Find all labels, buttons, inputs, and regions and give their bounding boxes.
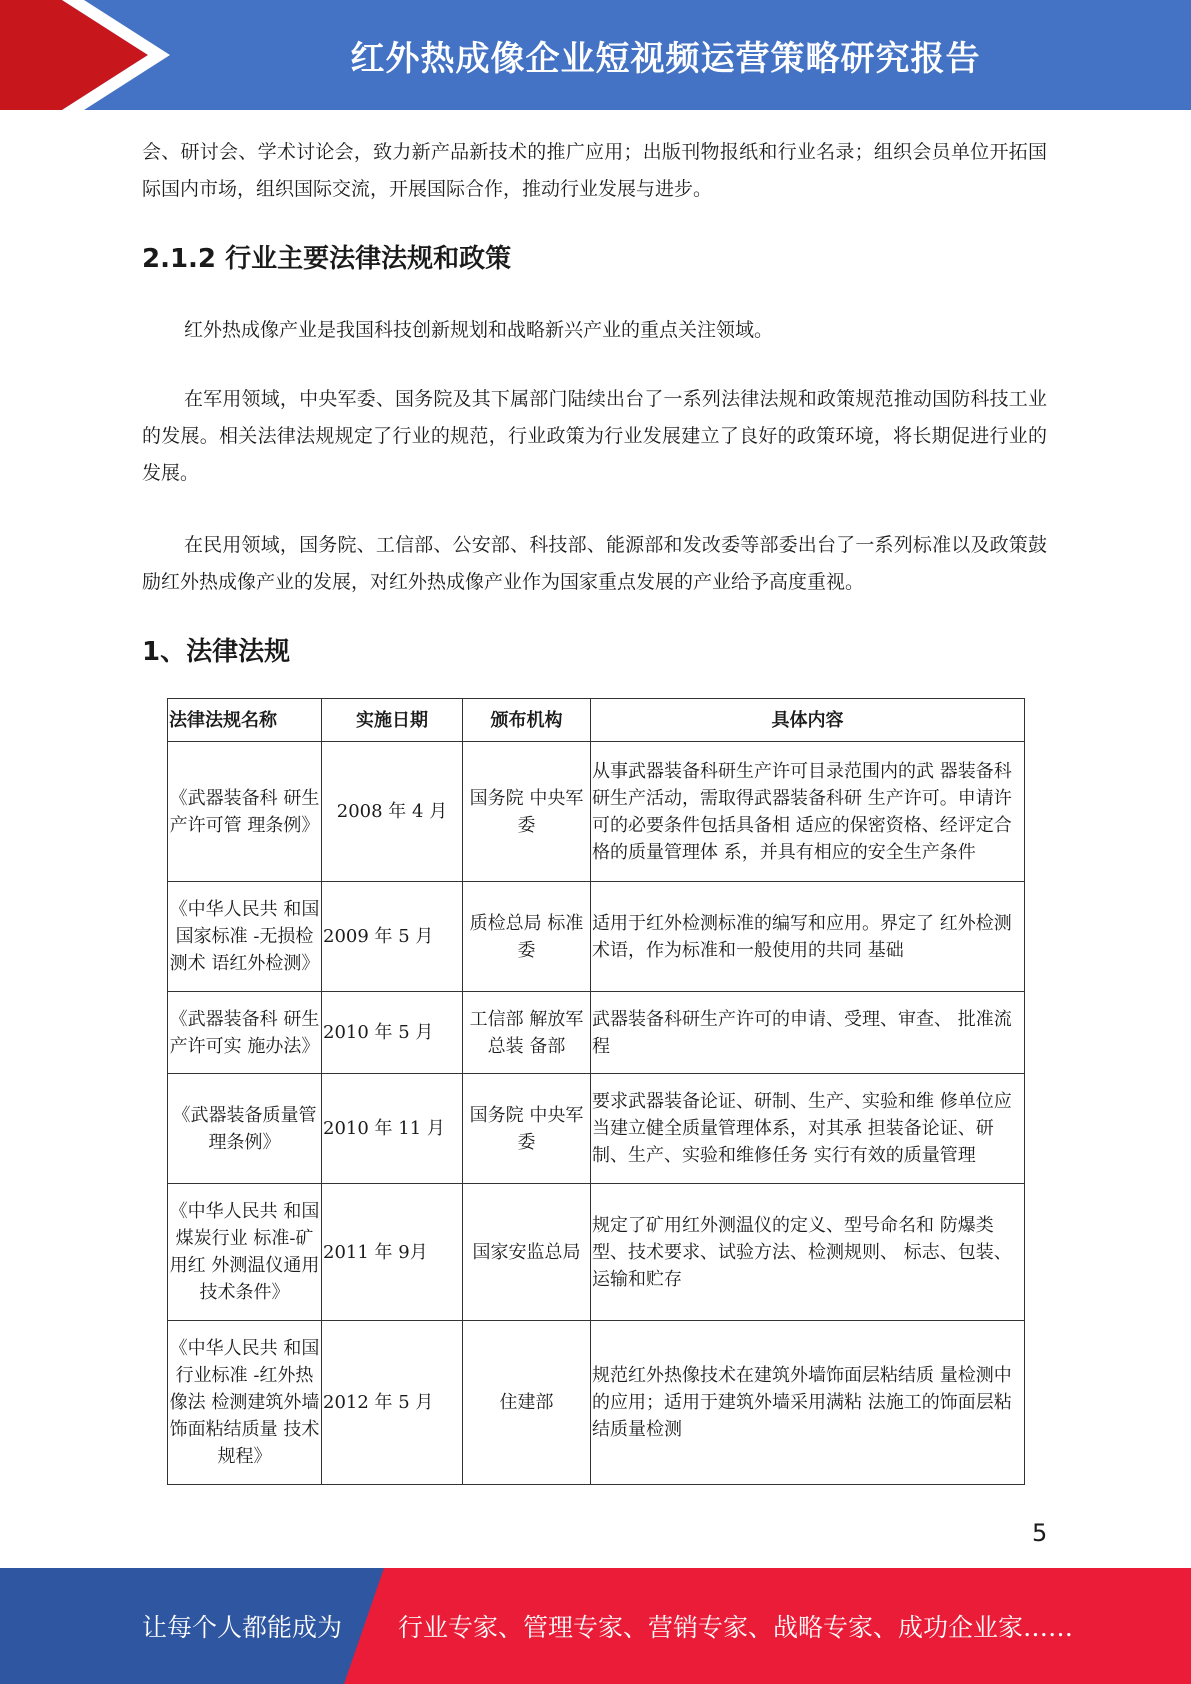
report-title: 红外热成像企业短视频运营策略研究报告 [350,38,981,79]
law-issuer-cell: 工信部 解放军总装 备部 [463,992,591,1074]
header-issuer: 颁布机构 [463,699,591,742]
subsection-heading: 1、法律法规 [142,637,291,667]
section-paragraph-2: 在军用领域，中央军委、国务院及其下属部门陆续出台了一系列法律法规和政策规范推动国防科技工业的发展。相关法律法规规定了行业的规范，行业政策为行业发展建立了良好的政策环境，将长期促进行业的发展。 [142,388,1047,484]
law-name-cell: 《中华人民共 和国煤炭行业 标准-矿用红 外测温仪通用 技术条件》 [168,1184,322,1321]
footer-slogan-right: 行业专家、管理专家、营销专家、战略专家、成功企业家…… [398,1613,1074,1642]
page-footer [0,1568,1191,1684]
law-content-cell: 武器装备科研生产许可的申请、受理、审查、 批准流程 [591,992,1025,1074]
subsection-heading-block [142,631,1047,668]
law-content-cell: 要求武器装备论证、研制、生产、实验和维 修单位应当建立健全质量管理体系，对其承 担装备论证、研制、生产、实验和维修任务 实行有效的质量管理 [591,1074,1025,1184]
section-p1-block [142,312,1047,349]
law-issuer-cell: 国务院 中央军委 [463,1074,591,1184]
law-date-cell: 2010 年 11 月 [322,1074,463,1184]
law-content-cell: 适用于红外检测标准的编写和应用。界定了 红外检测术语，作为标准和一般使用的共同 基础 [591,882,1025,992]
section-heading: 2.1.2 行业主要法律法规和政策 [142,244,512,274]
table-row [168,992,1025,1074]
table-row [168,1184,1025,1321]
law-name-cell: 《武器装备科 研生产许可实 施办法》 [168,992,322,1074]
law-content-cell: 规定了矿用红外测温仪的定义、型号命名和 防爆类型、技术要求、试验方法、检测规则、 标志、包装、运输和贮存 [591,1184,1025,1321]
law-name-cell: 《武器装备科 研生产许可管 理条例》 [168,742,322,882]
law-name-cell: 《中华人民共 和国国家标准 -无损检测术 语红外检测》 [168,882,322,992]
section-p2-block [142,381,1047,492]
law-date-cell: 2011 年 9月 [322,1184,463,1321]
section-paragraph-1: 红外热成像产业是我国科技创新规划和战略新兴产业的重点关注领域。 [184,319,774,341]
law-name-cell: 《武器装备质量管理条例》 [168,1074,322,1184]
law-content-cell: 从事武器装备科研生产许可目录范围内的武 器装备科研生产活动，需取得武器装备科研 生产许可。申请许可的必要条件包括具备相 适应的保密资格、经评定合格的质量管理体 系，并具有相应的安全生产条件 [591,742,1025,882]
law-issuer-cell: 国务院 中央军委 [463,742,591,882]
table-row [168,1074,1025,1184]
section-heading-block [142,238,1047,275]
page-number: 5 [1032,1519,1048,1547]
law-date-cell: 2008 年 4 月 [322,742,463,882]
law-issuer-cell: 国家安监总局 [463,1184,591,1321]
section-paragraph-3: 在民用领域，国务院、工信部、公安部、科技部、能源部和发改委等部委出台了一系列标准以及政策鼓励红外热成像产业的发展，对红外热成像产业作为国家重点发展的产业给予高度重视。 [142,534,1047,593]
section-p3-block [142,527,1047,601]
table-row [168,882,1025,992]
law-date-cell: 2010 年 5 月 [322,992,463,1074]
laws-table [167,698,1025,1485]
page-break-mask [0,1486,1191,1546]
footer-slogan-left: 让每个人都能成为 [142,1613,343,1642]
law-content-cell: 规范红外热像技术在建筑外墙饰面层粘结质 量检测中的应用；适用于建筑外墙采用满粘 法施工的饰面层粘结质量检测 [591,1321,1025,1485]
intro-block [142,134,1047,208]
header-date: 实施日期 [322,699,463,742]
table-row [168,1321,1025,1485]
table-row [168,742,1025,882]
page-header [0,0,1191,110]
law-date-cell: 2009 年 5 月 [322,882,463,992]
law-issuer-cell: 住建部 [463,1321,591,1485]
law-name-cell: 《中华人民共 和国行业标准 -红外热像法 检测建筑外墙 饰面粘结质量 技术规程》 [168,1321,322,1485]
header-content: 具体内容 [591,699,1025,742]
intro-paragraph: 会、研讨会、学术讨论会，致力新产品新技术的推广应用；出版刊物报纸和行业名录；组织会员单位开拓国际国内市场，组织国际交流，开展国际合作，推动行业发展与进步。 [142,141,1047,200]
header-law-name: 法律法规名称 [168,699,322,742]
law-date-cell: 2012 年 5 月 [322,1321,463,1485]
law-issuer-cell: 质检总局 标准委 [463,882,591,992]
table-header-row [168,699,1025,742]
